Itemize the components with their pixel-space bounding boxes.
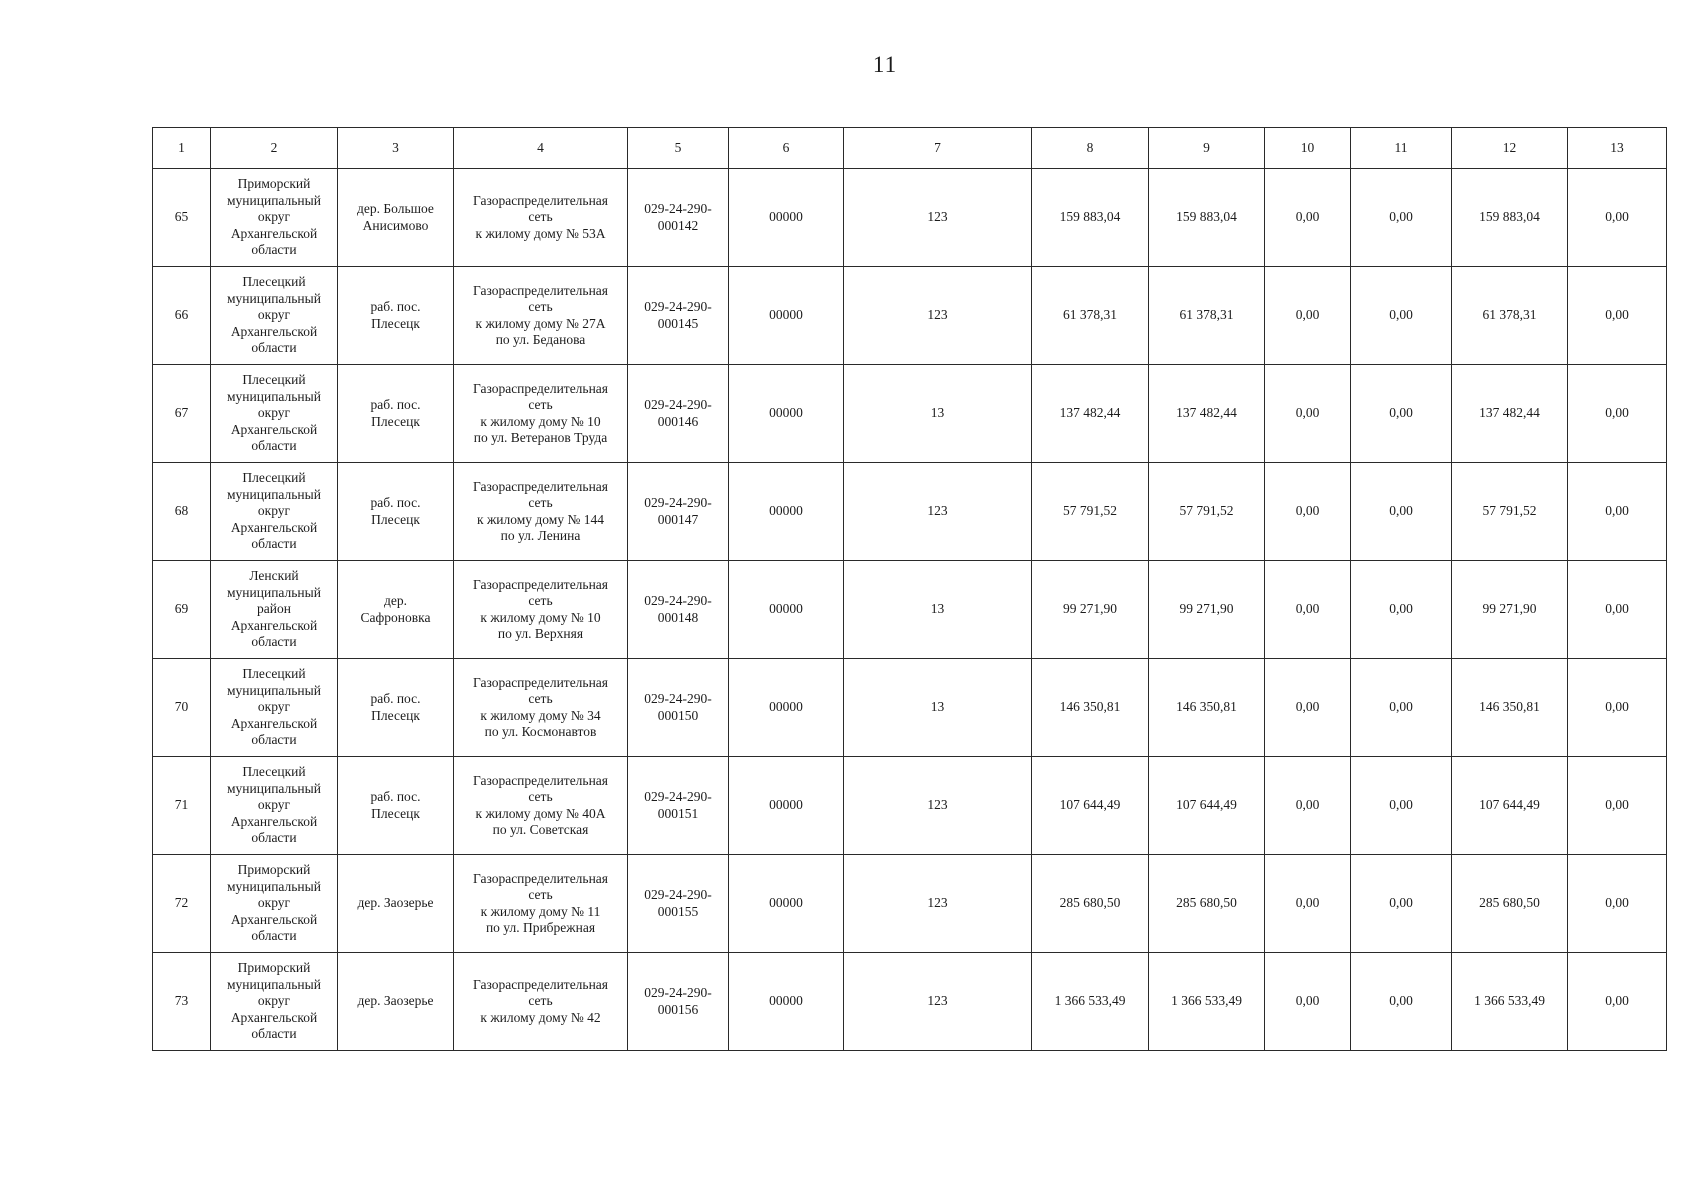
col7-cell: 13 — [844, 561, 1032, 659]
cell-line: области — [251, 1026, 297, 1042]
amount-col11-cell: 0,00 — [1351, 757, 1452, 855]
district-cell — [211, 953, 338, 1051]
cell-line: сеть — [528, 691, 553, 706]
cell-line: к жилому дому № 10 — [480, 413, 601, 429]
amount-col13-cell: 0,00 — [1568, 561, 1667, 659]
amount-col13-cell: 0,00 — [1568, 855, 1667, 953]
cell-line: раб. пос. — [370, 789, 421, 804]
cell-line: 029-24-290- — [644, 201, 712, 216]
cell-line: 000148 — [657, 609, 699, 625]
col6-cell: 00000 — [729, 169, 844, 267]
cell-line: сеть — [528, 887, 553, 902]
cell-line: сеть — [528, 209, 553, 225]
locality-cell — [338, 855, 454, 953]
amount-col8-cell: 57 791,52 — [1032, 463, 1149, 561]
cell-line: раб. пос. — [370, 691, 421, 706]
amount-col12-cell: 137 482,44 — [1452, 365, 1568, 463]
cell-line: Архангельской — [230, 715, 318, 731]
cell-line: по ул. Советская — [492, 822, 589, 837]
object-cell — [454, 757, 628, 855]
row-number-cell: 72 — [153, 855, 211, 953]
amount-col8-cell: 146 350,81 — [1032, 659, 1149, 757]
amount-col12-cell: 99 271,90 — [1452, 561, 1568, 659]
amount-col10-cell: 0,00 — [1265, 659, 1351, 757]
amount-col8-cell: 61 378,31 — [1032, 267, 1149, 365]
district-cell — [211, 267, 338, 365]
cell-line: сеть — [528, 593, 553, 608]
district-cell — [211, 169, 338, 267]
column-header: 13 — [1568, 128, 1667, 169]
amount-col9-cell: 137 482,44 — [1149, 365, 1265, 463]
table-row — [153, 855, 1667, 953]
cell-line: Архангельской — [230, 813, 318, 829]
column-header: 4 — [454, 128, 628, 169]
cell-line: к жилому дому № 53А — [475, 225, 606, 241]
col6-cell: 00000 — [729, 659, 844, 757]
amount-col10-cell: 0,00 — [1265, 757, 1351, 855]
amount-col8-cell: 137 482,44 — [1032, 365, 1149, 463]
cell-line: сеть — [528, 397, 553, 412]
object-cell — [454, 953, 628, 1051]
code-cell — [628, 365, 729, 463]
row-number-cell: 67 — [153, 365, 211, 463]
column-header: 3 — [338, 128, 454, 169]
table-body — [153, 169, 1667, 1051]
cell-line: области — [251, 438, 297, 454]
code-cell — [628, 953, 729, 1051]
cell-line: по ул. Беданова — [495, 332, 586, 347]
column-header: 7 — [844, 128, 1032, 169]
district-cell — [211, 757, 338, 855]
amount-col13-cell: 0,00 — [1568, 267, 1667, 365]
cell-line: к жилому дому № 11 — [480, 903, 601, 919]
amount-col9-cell: 107 644,49 — [1149, 757, 1265, 855]
locality-cell — [338, 365, 454, 463]
cell-line: 029-24-290- — [644, 789, 712, 804]
col7-cell: 13 — [844, 659, 1032, 757]
cell-line: Сафроновка — [360, 609, 431, 625]
table-header — [153, 128, 1667, 169]
cell-line: по ул. Верхняя — [497, 626, 584, 641]
cell-line: по ул. Ветеранов Труда — [473, 430, 608, 445]
table-row — [153, 757, 1667, 855]
cell-line: раб. пос. — [370, 495, 421, 510]
row-number-cell: 69 — [153, 561, 211, 659]
col6-cell: 00000 — [729, 463, 844, 561]
object-cell — [454, 169, 628, 267]
cell-line: муниципальный — [227, 388, 321, 404]
row-number-cell: 70 — [153, 659, 211, 757]
cell-line: 029-24-290- — [644, 397, 712, 412]
cell-line: области — [251, 634, 297, 650]
cell-line: по ул. Прибрежная — [485, 920, 596, 935]
object-cell — [454, 365, 628, 463]
amount-col9-cell: 99 271,90 — [1149, 561, 1265, 659]
amount-col13-cell: 0,00 — [1568, 169, 1667, 267]
code-cell — [628, 855, 729, 953]
cell-line: Плесецкий — [242, 764, 306, 780]
cell-line: муниципальный — [227, 192, 321, 208]
amount-col10-cell: 0,00 — [1265, 267, 1351, 365]
cell-line: к жилому дому № 144 — [477, 511, 604, 527]
col7-cell: 123 — [844, 463, 1032, 561]
amount-col11-cell: 0,00 — [1351, 855, 1452, 953]
cell-line: 029-24-290- — [644, 691, 712, 706]
table-row — [153, 953, 1667, 1051]
cell-line: 000142 — [657, 217, 699, 233]
table-row — [153, 267, 1667, 365]
cell-line: по ул. Ленина — [500, 528, 581, 543]
amount-col10-cell: 0,00 — [1265, 169, 1351, 267]
code-cell — [628, 463, 729, 561]
cell-line: Анисимово — [362, 217, 429, 233]
column-header: 6 — [729, 128, 844, 169]
row-number-cell: 68 — [153, 463, 211, 561]
amount-col11-cell: 0,00 — [1351, 169, 1452, 267]
cell-line: к жилому дому № 34 — [480, 707, 601, 723]
cell-line: Газораспределительная — [472, 772, 609, 788]
cell-line: округ — [257, 699, 291, 715]
column-header: 2 — [211, 128, 338, 169]
object-cell — [454, 659, 628, 757]
col6-cell: 00000 — [729, 561, 844, 659]
cell-line: сеть — [528, 993, 553, 1009]
cell-line: округ — [257, 503, 291, 519]
amount-col9-cell: 285 680,50 — [1149, 855, 1265, 953]
cell-line: муниципальный — [227, 976, 321, 992]
locality-cell — [338, 463, 454, 561]
cell-line: Плесецк — [371, 413, 420, 429]
cell-line: 000151 — [657, 805, 699, 821]
column-header: 12 — [1452, 128, 1568, 169]
cell-line: области — [251, 242, 297, 258]
table-row — [153, 169, 1667, 267]
col6-cell: 00000 — [729, 953, 844, 1051]
district-cell — [211, 855, 338, 953]
cell-line: 029-24-290- — [644, 593, 712, 608]
amount-col9-cell: 61 378,31 — [1149, 267, 1265, 365]
amount-col11-cell: 0,00 — [1351, 365, 1452, 463]
cell-line: Архангельской — [230, 911, 318, 927]
col7-cell: 123 — [844, 855, 1032, 953]
cell-line: дер. — [384, 593, 407, 608]
cell-line: Плесецк — [371, 707, 420, 723]
cell-line: дер. Большое — [357, 201, 434, 216]
row-number-cell: 66 — [153, 267, 211, 365]
amount-col9-cell: 57 791,52 — [1149, 463, 1265, 561]
code-cell — [628, 659, 729, 757]
cell-line: 000145 — [657, 315, 699, 331]
district-cell — [211, 659, 338, 757]
district-cell — [211, 463, 338, 561]
cell-line: округ — [257, 797, 291, 813]
table-row — [153, 561, 1667, 659]
cell-line: округ — [257, 895, 291, 911]
object-cell — [454, 855, 628, 953]
cell-line: муниципальный — [227, 290, 321, 306]
amount-col12-cell: 1 366 533,49 — [1452, 953, 1568, 1051]
cell-line: округ — [257, 209, 291, 225]
code-cell — [628, 169, 729, 267]
cell-line: муниципальный — [227, 878, 321, 894]
col7-cell: 123 — [844, 953, 1032, 1051]
cell-line: округ — [257, 993, 291, 1009]
cell-line: Архангельской — [230, 519, 318, 535]
amount-col10-cell: 0,00 — [1265, 463, 1351, 561]
cell-line: сеть — [528, 495, 553, 510]
cell-line: Приморский — [237, 862, 311, 878]
amount-col8-cell: 1 366 533,49 — [1032, 953, 1149, 1051]
col6-cell: 00000 — [729, 267, 844, 365]
cell-line: к жилому дому № 10 — [480, 609, 601, 625]
col6-cell: 00000 — [729, 855, 844, 953]
cell-line: области — [251, 340, 297, 356]
amount-col11-cell: 0,00 — [1351, 561, 1452, 659]
amount-col10-cell: 0,00 — [1265, 953, 1351, 1051]
col7-cell: 123 — [844, 169, 1032, 267]
row-number-cell: 65 — [153, 169, 211, 267]
cell-line: области — [251, 830, 297, 846]
cell-line: области — [251, 928, 297, 944]
cell-line: 000147 — [657, 511, 699, 527]
column-header: 11 — [1351, 128, 1452, 169]
cell-line: Газораспределительная — [472, 976, 609, 992]
cell-line: Газораспределительная — [472, 674, 609, 690]
amount-col8-cell: 99 271,90 — [1032, 561, 1149, 659]
cell-line: Газораспределительная — [472, 192, 609, 208]
cell-line: сеть — [528, 789, 553, 804]
object-cell — [454, 561, 628, 659]
cell-line: район — [257, 601, 291, 617]
table-row — [153, 365, 1667, 463]
row-number-cell: 73 — [153, 953, 211, 1051]
amount-col8-cell: 285 680,50 — [1032, 855, 1149, 953]
cell-line: дер. Заозерье — [357, 895, 434, 911]
cell-line: Газораспределительная — [472, 576, 609, 592]
col7-cell: 123 — [844, 757, 1032, 855]
amount-col9-cell: 159 883,04 — [1149, 169, 1265, 267]
locality-cell — [338, 267, 454, 365]
cell-line: Плесецкий — [242, 274, 306, 290]
amount-col13-cell: 0,00 — [1568, 757, 1667, 855]
cell-line: к жилому дому № 42 — [480, 1009, 601, 1025]
registry-table — [152, 127, 1667, 1051]
cell-line: раб. пос. — [370, 397, 421, 412]
cell-line: муниципальный — [227, 584, 321, 600]
cell-line: Архангельской — [230, 1009, 318, 1025]
cell-line: Плесецкий — [242, 666, 306, 682]
col7-cell: 123 — [844, 267, 1032, 365]
column-header: 9 — [1149, 128, 1265, 169]
amount-col13-cell: 0,00 — [1568, 365, 1667, 463]
cell-line: области — [251, 536, 297, 552]
cell-line: Газораспределительная — [472, 380, 609, 396]
cell-line: 000156 — [657, 1001, 699, 1017]
amount-col11-cell: 0,00 — [1351, 953, 1452, 1051]
cell-line: Приморский — [237, 960, 311, 976]
cell-line: Плесецк — [371, 315, 420, 331]
cell-line: Газораспределительная — [472, 478, 609, 494]
cell-line: округ — [257, 307, 291, 323]
column-header: 5 — [628, 128, 729, 169]
row-number-cell: 71 — [153, 757, 211, 855]
amount-col11-cell: 0,00 — [1351, 463, 1452, 561]
cell-line: 029-24-290- — [644, 495, 712, 510]
amount-col10-cell: 0,00 — [1265, 561, 1351, 659]
code-cell — [628, 267, 729, 365]
amount-col12-cell: 159 883,04 — [1452, 169, 1568, 267]
table-row — [153, 463, 1667, 561]
amount-col13-cell: 0,00 — [1568, 953, 1667, 1051]
amount-col11-cell: 0,00 — [1351, 267, 1452, 365]
cell-line: Газораспределительная — [472, 870, 609, 886]
cell-line: Ленский — [249, 568, 299, 584]
cell-line: 029-24-290- — [644, 887, 712, 902]
cell-line: Архангельской — [230, 421, 318, 437]
cell-line: Плесецкий — [242, 372, 306, 388]
cell-line: дер. Заозерье — [357, 993, 434, 1009]
amount-col8-cell: 107 644,49 — [1032, 757, 1149, 855]
page-number: 11 — [872, 52, 898, 77]
locality-cell — [338, 561, 454, 659]
amount-col12-cell: 61 378,31 — [1452, 267, 1568, 365]
locality-cell — [338, 953, 454, 1051]
amount-col12-cell: 285 680,50 — [1452, 855, 1568, 953]
cell-line: 029-24-290- — [644, 985, 712, 1000]
amount-col9-cell: 146 350,81 — [1149, 659, 1265, 757]
cell-line: муниципальный — [227, 780, 321, 796]
amount-col12-cell: 57 791,52 — [1452, 463, 1568, 561]
amount-col10-cell: 0,00 — [1265, 855, 1351, 953]
amount-col11-cell: 0,00 — [1351, 659, 1452, 757]
amount-col12-cell: 107 644,49 — [1452, 757, 1568, 855]
amount-col13-cell: 0,00 — [1568, 463, 1667, 561]
cell-line: сеть — [528, 299, 553, 314]
cell-line: муниципальный — [227, 486, 321, 502]
col6-cell: 00000 — [729, 365, 844, 463]
cell-line: округ — [257, 405, 291, 421]
column-header: 1 — [153, 128, 211, 169]
table-row — [153, 659, 1667, 757]
code-cell — [628, 757, 729, 855]
col7-cell: 13 — [844, 365, 1032, 463]
amount-col13-cell: 0,00 — [1568, 659, 1667, 757]
cell-line: 000155 — [657, 903, 699, 919]
cell-line: к жилому дому № 40А — [475, 805, 606, 821]
object-cell — [454, 267, 628, 365]
cell-line: Архангельской — [230, 225, 318, 241]
amount-col8-cell: 159 883,04 — [1032, 169, 1149, 267]
cell-line: раб. пос. — [370, 299, 421, 314]
header-row — [153, 128, 1667, 169]
cell-line: 029-24-290- — [644, 299, 712, 314]
object-cell — [454, 463, 628, 561]
cell-line: области — [251, 732, 297, 748]
district-cell — [211, 365, 338, 463]
amount-col12-cell: 146 350,81 — [1452, 659, 1568, 757]
district-cell — [211, 561, 338, 659]
cell-line: Плесецкий — [242, 470, 306, 486]
cell-line: Приморский — [237, 176, 311, 192]
code-cell — [628, 561, 729, 659]
cell-line: муниципальный — [227, 682, 321, 698]
cell-line: Газораспределительная — [472, 282, 609, 298]
locality-cell — [338, 659, 454, 757]
locality-cell — [338, 169, 454, 267]
column-header: 10 — [1265, 128, 1351, 169]
amount-col9-cell: 1 366 533,49 — [1149, 953, 1265, 1051]
cell-line: Архангельской — [230, 617, 318, 633]
cell-line: 000146 — [657, 413, 699, 429]
cell-line: по ул. Космонавтов — [484, 724, 597, 739]
cell-line: Плесецк — [371, 511, 420, 527]
amount-col10-cell: 0,00 — [1265, 365, 1351, 463]
locality-cell — [338, 757, 454, 855]
col6-cell: 00000 — [729, 757, 844, 855]
cell-line: к жилому дому № 27А — [475, 315, 606, 331]
cell-line: Плесецк — [371, 805, 420, 821]
cell-line: 000150 — [657, 707, 699, 723]
column-header: 8 — [1032, 128, 1149, 169]
cell-line: Архангельской — [230, 323, 318, 339]
